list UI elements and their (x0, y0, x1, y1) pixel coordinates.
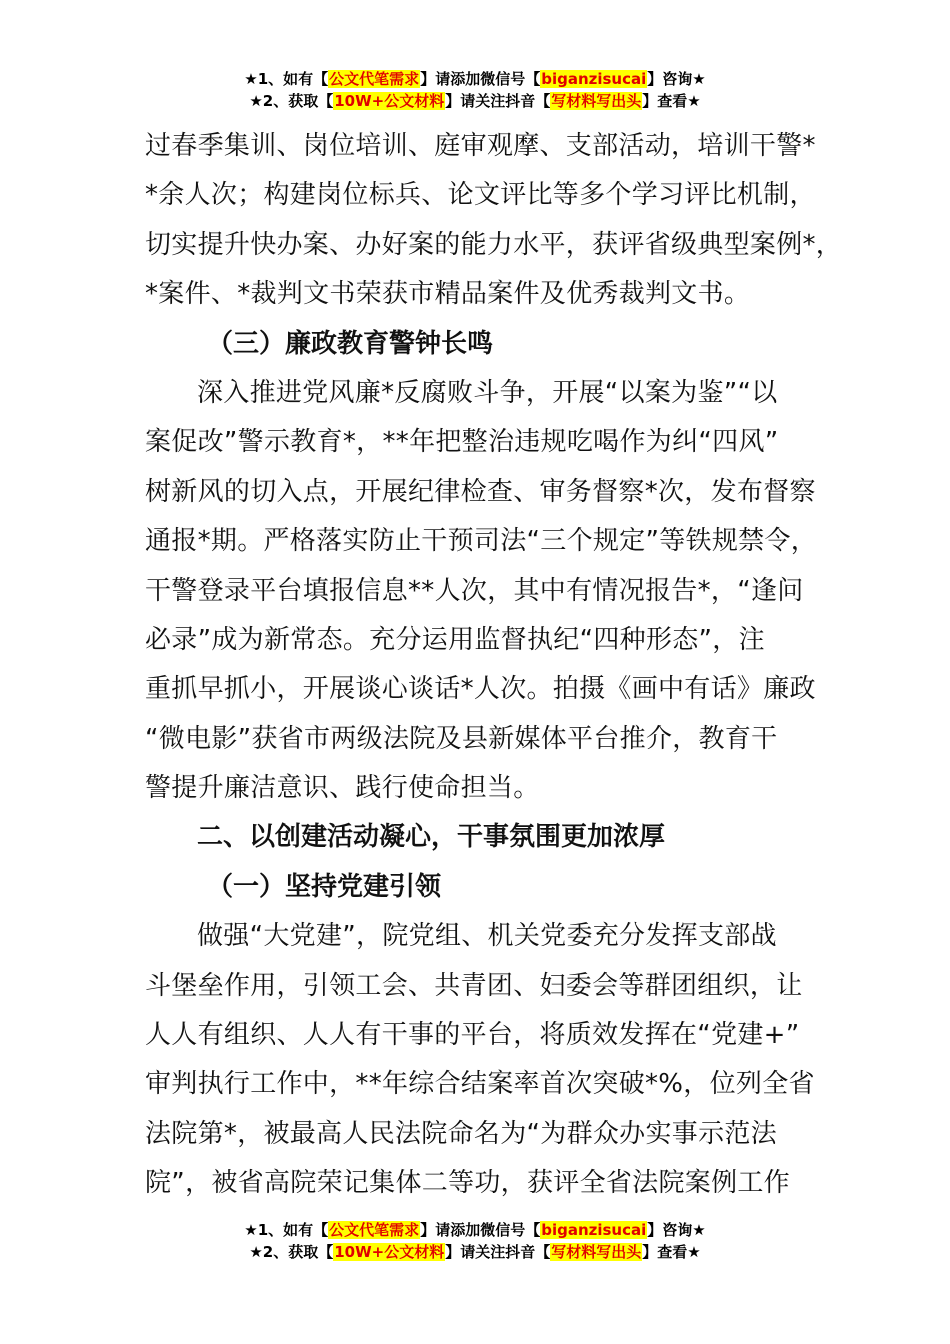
promo-line-1: ★1、如有【公文代笔需求】请添加微信号【biganzisucai】咨询★ (244, 70, 706, 88)
highlight-text: 10W+公文材料 (334, 1243, 445, 1261)
douyin-id: 写材料写出头 (551, 1243, 642, 1261)
chapter-heading-2: 二、以创建活动凝心，干事氛围更加浓厚 (197, 822, 666, 853)
section-heading-3: （三）廉政教育警钟长鸣 (207, 328, 494, 359)
wechat-id: biganzisucai (541, 1221, 647, 1239)
section-heading-1: （一）坚持党建引领 (207, 871, 442, 902)
promo-line-1: ★1、如有【公文代笔需求】请添加微信号【biganzisucai】咨询★ (244, 1221, 706, 1239)
promo-banner-bottom (0, 1219, 950, 1263)
promo-line-2: ★2、获取【10W+公文材料】请关注抖音【写材料写出头】查看★ (249, 92, 701, 110)
paragraph-integrity: 深入推进党风廉*反腐败斗争，开展“以案为鉴”“以 案促改”警示教育*，**年把整治违规吃喝作为纠“四风” 树新风的切入点，开展纪律检查、审务督察*次，发布督察 通报*期。严格落实防止干预司法“三个规定”等铁规禁令， 干警登录平台填报信息**人次，其中有情况报告*，“逢问 必录”成为新常态。充分运用监督执纪“四种形态”，注 重抓早抓小，开展谈心谈话*人次。拍摄《画中有话》廉政 “微电影”获省市两级法院及县新媒体平台推介，教育干 警提升廉洁意识、践行使命担当。 (145, 377, 818, 804)
highlight-text: 公文代笔需求 (329, 1221, 420, 1239)
promo-banner-top (0, 68, 950, 112)
highlight-text: 10W+公文材料 (334, 92, 445, 110)
highlight-text: 公文代笔需求 (329, 70, 420, 88)
promo-line-2: ★2、获取【10W+公文材料】请关注抖音【写材料写出头】查看★ (249, 1243, 701, 1261)
document-body (145, 122, 843, 1209)
paragraph-training: 过春季集训、岗位培训、庭审观摩、支部活动，培训干警* *余人次；构建岗位标兵、论文评比等多个学习评比机制， 切实提升快办案、办好案的能力水平，获评省级典型案例*， *案件、*裁判文书荣获市精品案件及优秀裁判文书。 (145, 131, 843, 310)
paragraph-party-building: 做强“大党建”，院党组、机关党委充分发挥支部战 斗堡垒作用，引领工会、共青团、妇委会等群团组织，让 人人有组织、人人有干事的平台，将质效发挥在“党建+” 审判执行工作中，**年综合结案率首次突破*%，位列全省 法院第*，被最高人民法院命名为“为群众办实事示范法 院”，被省高院荣记集体二等功，获评全省法院案例工作 (145, 921, 815, 1199)
douyin-id: 写材料写出头 (551, 92, 642, 110)
wechat-id: biganzisucai (541, 70, 647, 88)
